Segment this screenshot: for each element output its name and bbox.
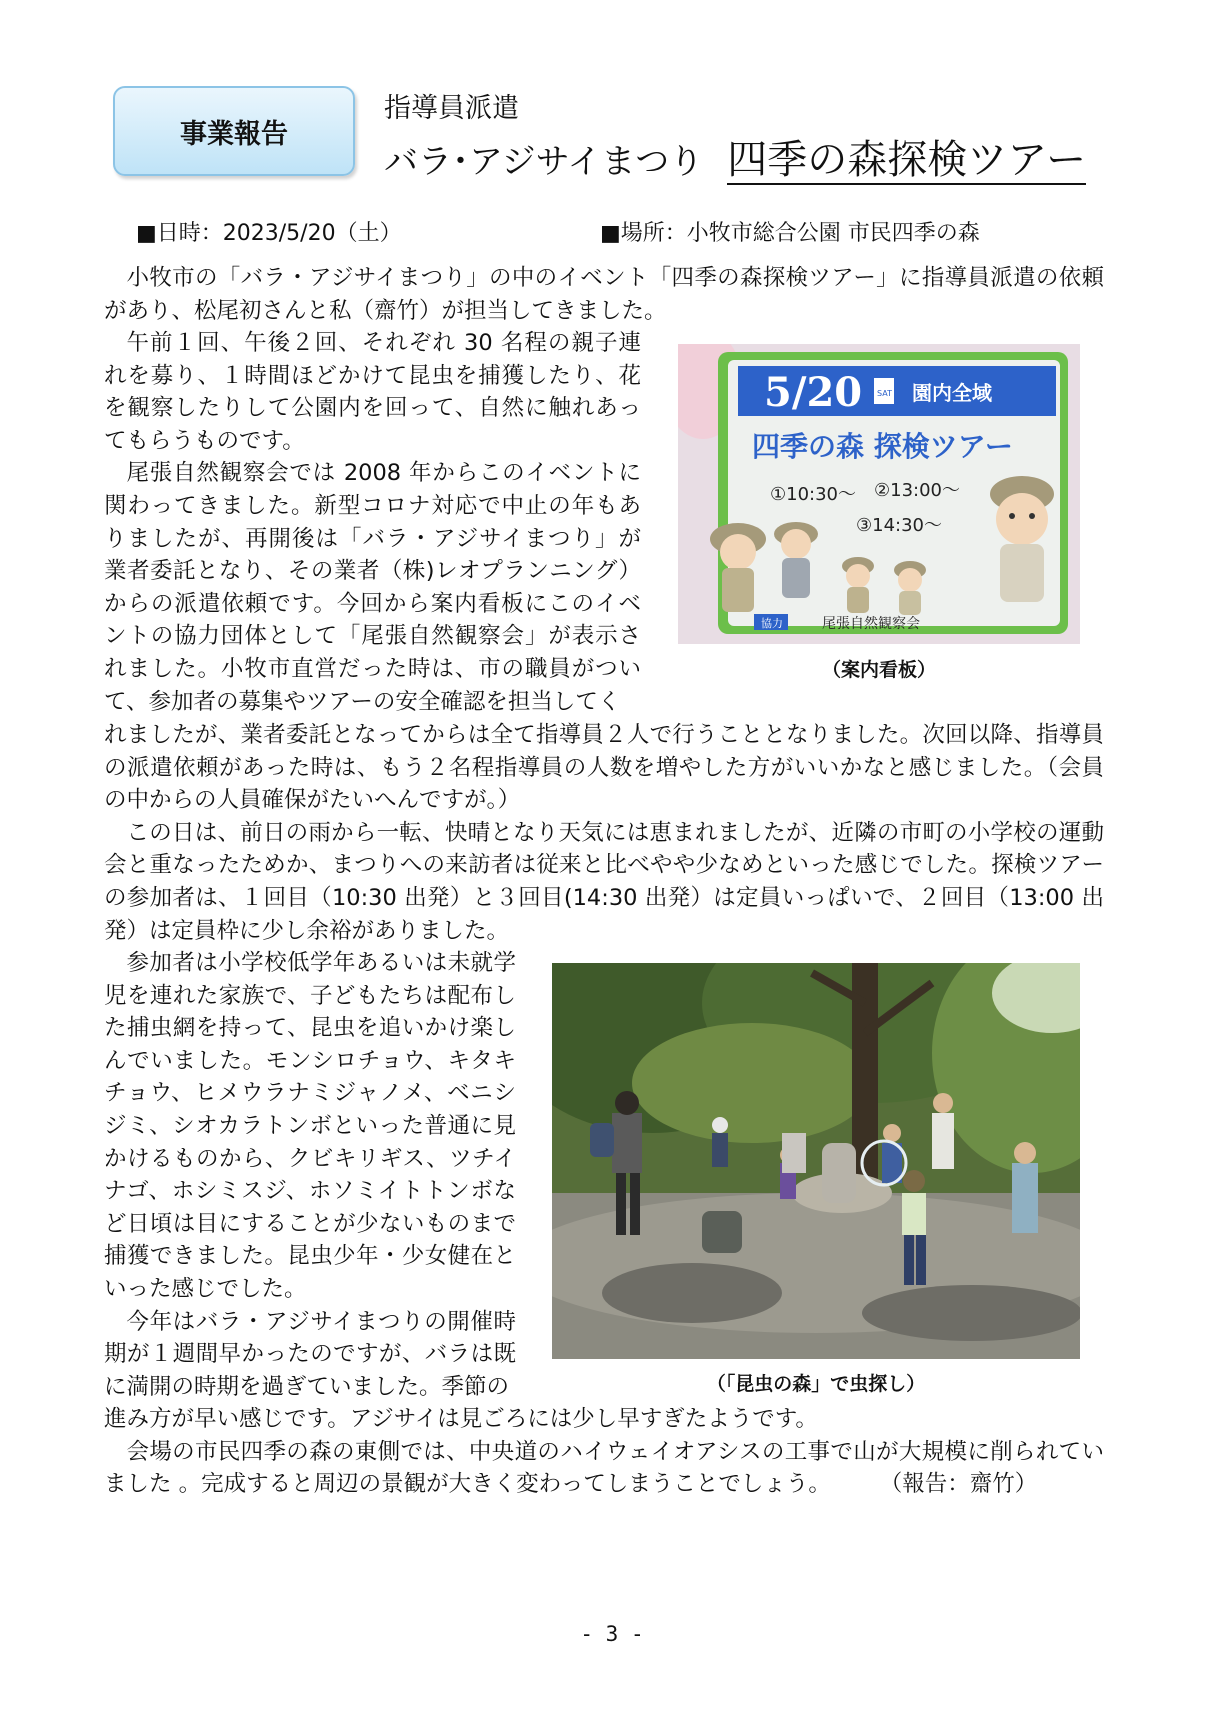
sign-title: 四季の森 探検ツアー	[752, 430, 1013, 463]
text-bottom	[104, 1403, 1104, 1501]
title-prefix: バラ･アジサイまつり	[384, 142, 704, 182]
forest-photo-caption: （「昆虫の森」で虫探し）	[706, 1373, 926, 1395]
paragraph-intro: 小牧市の「バラ・アジサイまつり」の中のイベント「四季の森探検ツアー」に指導員派遣の依頼があり、松尾初さんと私（齋竹）が担当してきました。	[104, 265, 1104, 324]
sign-photo-caption: （案内看板）	[821, 659, 936, 681]
sign-time-1: ①10:30～	[770, 484, 857, 505]
page-number: - 3 -	[580, 1622, 644, 1646]
sign-photo	[678, 344, 1080, 644]
paragraph-3-continued: れましたが、業者委託となってからは全て指導員２人で行うこととなりました。次回以降、指導員の派遣依頼があった時は、もう２名程指導員の人数を増やした方がいいかなと感じました。（会員の中からの人員確保がたいへんですが。）	[104, 722, 1104, 814]
sign-illustration	[678, 344, 1080, 644]
paragraph-6-continued: 進み方が早い感じです。アジサイは見ごろには少し早すぎたようです。	[104, 1406, 818, 1432]
forest-photo	[552, 963, 1080, 1359]
sign-coop-label: 協力	[761, 617, 783, 630]
text-column-2	[104, 947, 516, 1403]
paragraph-4: この日は、前日の雨から一転、快晴となり天気には恵まれましたが、近隣の市町の小学校の運動会と重なったためか、まつりへの来訪者は従来と比べやや少なめといった感じでした。探検ツアーの参加者は、１回目（10:30 出発）と３回目(14:30 出発）は定員いっぱいで、２回目（13:00 出発）は定員枠に少し余裕がありました。	[104, 819, 1104, 944]
report-signature: （報告：齋竹）	[890, 1471, 1038, 1498]
paragraph-2: 午前１回、午後２回、それぞれ 30 名程の親子連れを募り、１時間ほどかけて昆虫を捕獲したり、花を観察したりして公園内を回って、自然に触れあってもらうものです。	[104, 330, 641, 454]
text-column-1	[104, 327, 641, 718]
sign-time-2: ②13:00～	[874, 480, 961, 501]
page-title	[384, 128, 1086, 185]
sign-coop-name: 尾張自然観察会	[822, 616, 920, 632]
paragraph-5: 参加者は小学校低学年あるいは未就学児を連れた家族で、子どもたちは配布した捕虫網を持って、昆虫を追いかけ楽しんでいました。モンシロチョウ、キタキチョウ、ヒメウラナミジャノメ、ベニシジミ、シオカラトンボといった普通に見かけるものから、クビキリギス、ツチイナゴ、ホシミスジ、ホソミイトトンボなど日頃は目にすることが少ないものまで捕獲できました。昆虫少年・少女健在といった感じでした。	[104, 950, 516, 1302]
subtitle: 指導員派遣	[384, 93, 519, 124]
event-place: ■場所：小牧市総合公園 市民四季の森	[600, 221, 980, 246]
forest-scene	[552, 963, 1080, 1359]
paragraph-6: 今年はバラ・アジサイまつりの開催時期が１週間早かったのですが、バラは既に満開の時期を過ぎていました。季節の	[104, 1308, 516, 1400]
sign-area: 園内全域	[912, 381, 992, 405]
section-badge: 事業報告	[113, 86, 355, 176]
sign-day: SAT	[877, 389, 892, 398]
sign-time-3: ③14:30～	[856, 515, 943, 536]
intro-text	[104, 262, 1104, 327]
paragraph-3: 尾張自然観察会では 2008 年からこのイベントに関わってきました。新型コロナ対応で中止の年もありましたが、再開後は「バラ・アジサイまつり」が業者委託となり、その業者（株)レオプランニング）からの派遣依頼です。今回から案内看板にこのイベントの協力団体として「尾張自然観察会」が表示されました。小牧市直営だった時は、市の職員がついて、参加者の募集やツアーの安全確認を担当してく	[104, 460, 641, 715]
text-middle	[104, 719, 1104, 947]
paragraph-7-text: 会場の市民四季の森の東側では、中央道のハイウェイオアシスの工事で山が大規模に削られていました 。完成すると周辺の景観が大きく変わってしまうことでしょう。	[104, 1438, 1104, 1498]
title-main: 四季の森探検ツアー	[727, 137, 1087, 183]
paragraph-7	[104, 1436, 1104, 1501]
event-date: ■日時：2023/5/20（土）	[136, 221, 402, 246]
sign-date: 5/20	[764, 369, 863, 416]
